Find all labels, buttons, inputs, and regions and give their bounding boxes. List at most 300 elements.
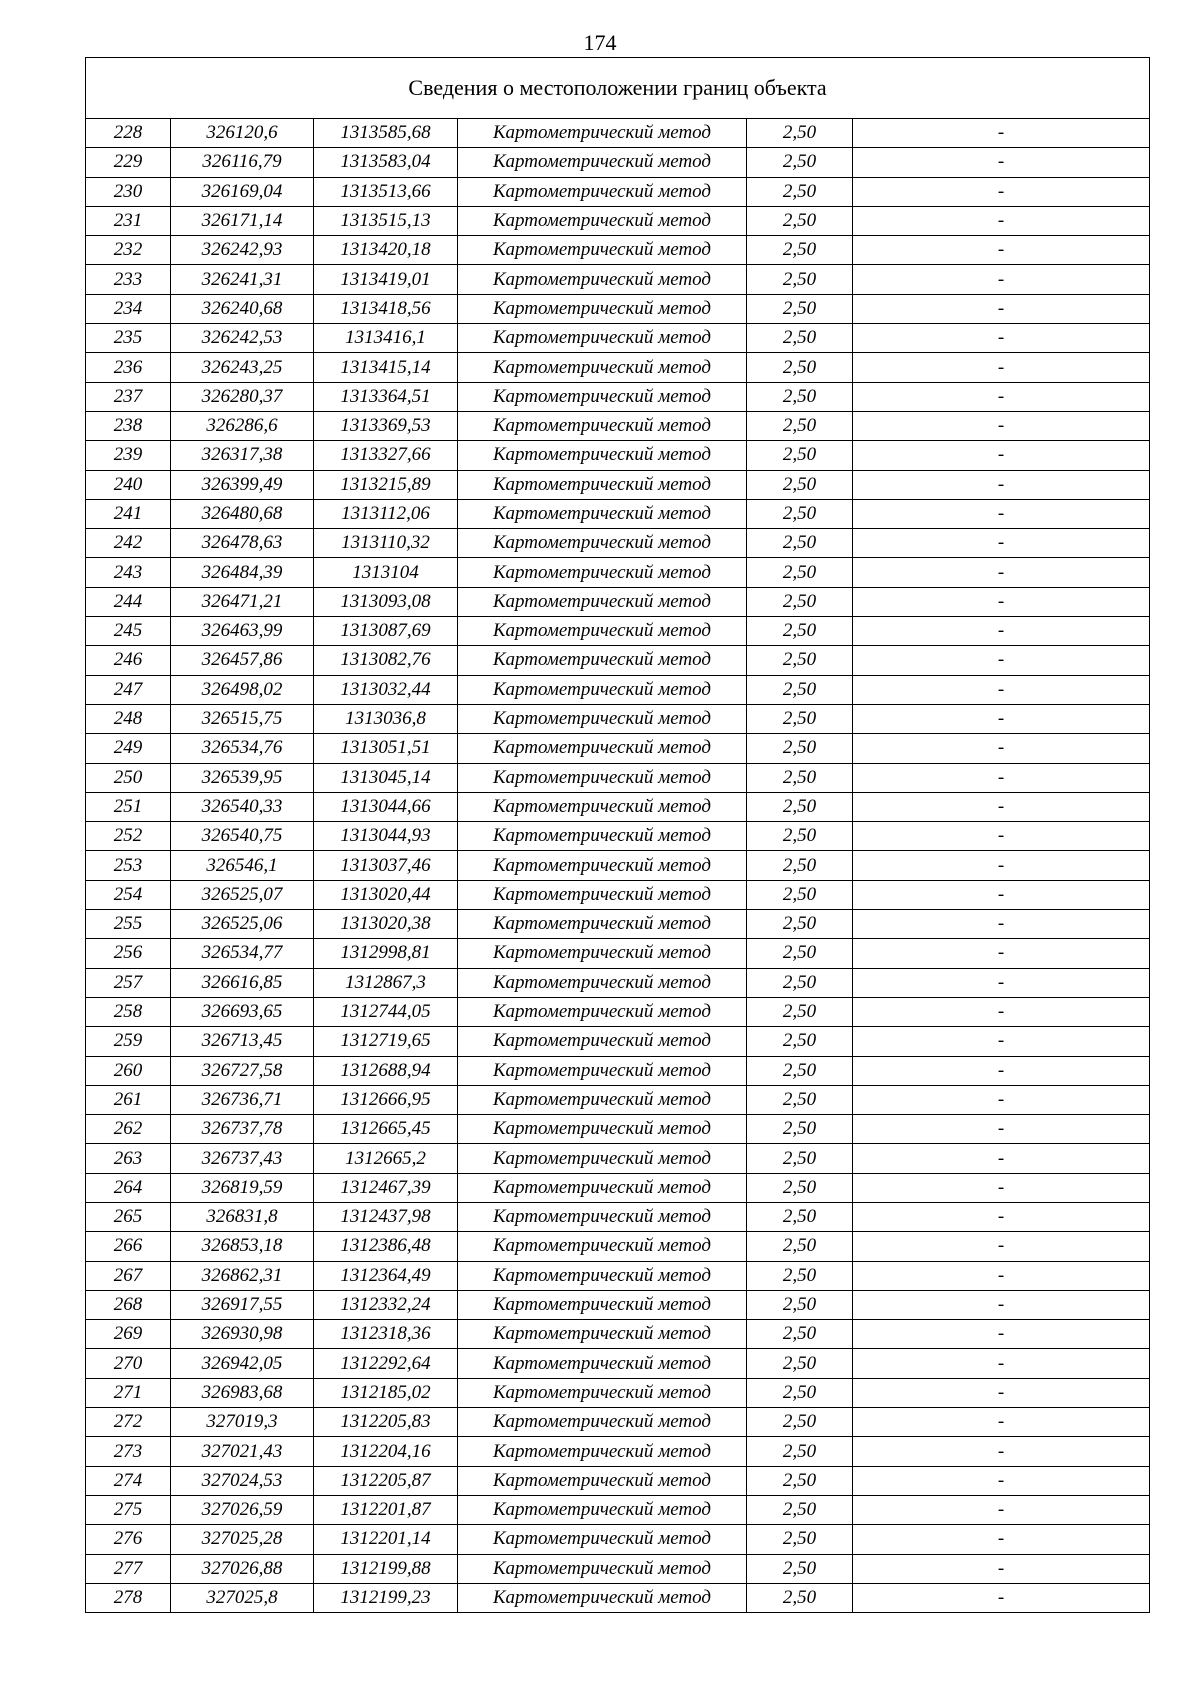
x-coordinate-cell: 326478,63 xyxy=(171,529,314,558)
description-cell: - xyxy=(853,236,1150,265)
x-coordinate-cell: 326534,77 xyxy=(171,939,314,968)
table-row xyxy=(86,1349,1150,1378)
point-number-cell: 260 xyxy=(86,1056,171,1085)
method-cell: Картометрический метод xyxy=(458,177,747,206)
description-cell: - xyxy=(853,822,1150,851)
x-coordinate-cell: 326457,86 xyxy=(171,646,314,675)
description-cell: - xyxy=(853,558,1150,587)
point-number-cell: 275 xyxy=(86,1495,171,1524)
point-number-cell: 262 xyxy=(86,1115,171,1144)
method-cell: Картометрический метод xyxy=(458,1408,747,1437)
table-row xyxy=(86,119,1150,148)
description-cell: - xyxy=(853,1144,1150,1173)
method-cell: Картометрический метод xyxy=(458,1554,747,1583)
method-cell: Картометрический метод xyxy=(458,1290,747,1319)
table-row xyxy=(86,1290,1150,1319)
accuracy-cell: 2,50 xyxy=(747,1115,853,1144)
description-cell: - xyxy=(853,587,1150,616)
table-row xyxy=(86,1320,1150,1349)
accuracy-cell: 2,50 xyxy=(747,910,853,939)
method-cell: Картометрический метод xyxy=(458,1115,747,1144)
point-number-cell: 232 xyxy=(86,236,171,265)
point-number-cell: 235 xyxy=(86,324,171,353)
description-cell: - xyxy=(853,1115,1150,1144)
x-coordinate-cell: 326853,18 xyxy=(171,1232,314,1261)
x-coordinate-cell: 327026,59 xyxy=(171,1495,314,1524)
x-coordinate-cell: 326819,59 xyxy=(171,1173,314,1202)
x-coordinate-cell: 327025,28 xyxy=(171,1525,314,1554)
method-cell: Картометрический метод xyxy=(458,880,747,909)
x-coordinate-cell: 327019,3 xyxy=(171,1408,314,1437)
description-cell: - xyxy=(853,1056,1150,1085)
accuracy-cell: 2,50 xyxy=(747,148,853,177)
accuracy-cell: 2,50 xyxy=(747,1525,853,1554)
accuracy-cell: 2,50 xyxy=(747,353,853,382)
accuracy-cell: 2,50 xyxy=(747,1144,853,1173)
table-row xyxy=(86,294,1150,323)
y-coordinate-cell: 1312998,81 xyxy=(314,939,458,968)
y-coordinate-cell: 1312332,24 xyxy=(314,1290,458,1319)
x-coordinate-cell: 326240,68 xyxy=(171,294,314,323)
y-coordinate-cell: 1313093,08 xyxy=(314,587,458,616)
description-cell: - xyxy=(853,704,1150,733)
method-cell: Картометрический метод xyxy=(458,1027,747,1056)
x-coordinate-cell: 326280,37 xyxy=(171,382,314,411)
x-coordinate-cell: 326737,78 xyxy=(171,1115,314,1144)
x-coordinate-cell: 326727,58 xyxy=(171,1056,314,1085)
table-row xyxy=(86,382,1150,411)
description-cell: - xyxy=(853,1583,1150,1612)
table-row xyxy=(86,1408,1150,1437)
method-cell: Картометрический метод xyxy=(458,529,747,558)
point-number-cell: 257 xyxy=(86,968,171,997)
x-coordinate-cell: 326525,06 xyxy=(171,910,314,939)
point-number-cell: 269 xyxy=(86,1320,171,1349)
accuracy-cell: 2,50 xyxy=(747,1378,853,1407)
description-cell: - xyxy=(853,675,1150,704)
point-number-cell: 259 xyxy=(86,1027,171,1056)
table-body xyxy=(86,58,1150,1613)
method-cell: Картометрический метод xyxy=(458,1378,747,1407)
y-coordinate-cell: 1313112,06 xyxy=(314,499,458,528)
x-coordinate-cell: 326498,02 xyxy=(171,675,314,704)
y-coordinate-cell: 1312744,05 xyxy=(314,997,458,1026)
accuracy-cell: 2,50 xyxy=(747,206,853,235)
table-row xyxy=(86,1466,1150,1495)
method-cell: Картометрический метод xyxy=(458,646,747,675)
table-row xyxy=(86,1261,1150,1290)
x-coordinate-cell: 326171,14 xyxy=(171,206,314,235)
y-coordinate-cell: 1312467,39 xyxy=(314,1173,458,1202)
accuracy-cell: 2,50 xyxy=(747,675,853,704)
method-cell: Картометрический метод xyxy=(458,206,747,235)
y-coordinate-cell: 1313585,68 xyxy=(314,119,458,148)
x-coordinate-cell: 326540,33 xyxy=(171,792,314,821)
accuracy-cell: 2,50 xyxy=(747,1583,853,1612)
method-cell: Картометрический метод xyxy=(458,997,747,1026)
description-cell: - xyxy=(853,177,1150,206)
point-number-cell: 236 xyxy=(86,353,171,382)
y-coordinate-cell: 1312201,14 xyxy=(314,1525,458,1554)
table-row xyxy=(86,1525,1150,1554)
x-coordinate-cell: 327026,88 xyxy=(171,1554,314,1583)
table-row xyxy=(86,910,1150,939)
accuracy-cell: 2,50 xyxy=(747,265,853,294)
accuracy-cell: 2,50 xyxy=(747,1495,853,1524)
y-coordinate-cell: 1313369,53 xyxy=(314,411,458,440)
method-cell: Картометрический метод xyxy=(458,558,747,587)
description-cell: - xyxy=(853,617,1150,646)
y-coordinate-cell: 1313515,13 xyxy=(314,206,458,235)
table-row xyxy=(86,1554,1150,1583)
method-cell: Картометрический метод xyxy=(458,822,747,851)
description-cell: - xyxy=(853,1554,1150,1583)
point-number-cell: 238 xyxy=(86,411,171,440)
x-coordinate-cell: 326616,85 xyxy=(171,968,314,997)
x-coordinate-cell: 326942,05 xyxy=(171,1349,314,1378)
table-row xyxy=(86,353,1150,382)
point-number-cell: 240 xyxy=(86,470,171,499)
y-coordinate-cell: 1312867,3 xyxy=(314,968,458,997)
point-number-cell: 253 xyxy=(86,851,171,880)
y-coordinate-cell: 1312205,87 xyxy=(314,1466,458,1495)
table-row xyxy=(86,1115,1150,1144)
table-title: Сведения о местоположении границ объекта xyxy=(86,58,1150,119)
point-number-cell: 237 xyxy=(86,382,171,411)
accuracy-cell: 2,50 xyxy=(747,1349,853,1378)
y-coordinate-cell: 1313419,01 xyxy=(314,265,458,294)
method-cell: Картометрический метод xyxy=(458,704,747,733)
accuracy-cell: 2,50 xyxy=(747,119,853,148)
x-coordinate-cell: 326399,49 xyxy=(171,470,314,499)
accuracy-cell: 2,50 xyxy=(747,294,853,323)
y-coordinate-cell: 1313036,8 xyxy=(314,704,458,733)
accuracy-cell: 2,50 xyxy=(747,822,853,851)
x-coordinate-cell: 326463,99 xyxy=(171,617,314,646)
description-cell: - xyxy=(853,1525,1150,1554)
accuracy-cell: 2,50 xyxy=(747,324,853,353)
point-number-cell: 256 xyxy=(86,939,171,968)
y-coordinate-cell: 1312688,94 xyxy=(314,1056,458,1085)
table-row xyxy=(86,1202,1150,1231)
point-number-cell: 268 xyxy=(86,1290,171,1319)
method-cell: Картометрический метод xyxy=(458,441,747,470)
method-cell: Картометрический метод xyxy=(458,792,747,821)
y-coordinate-cell: 1312386,48 xyxy=(314,1232,458,1261)
method-cell: Картометрический метод xyxy=(458,1173,747,1202)
method-cell: Картометрический метод xyxy=(458,968,747,997)
x-coordinate-cell: 326116,79 xyxy=(171,148,314,177)
accuracy-cell: 2,50 xyxy=(747,382,853,411)
page-number: 174 xyxy=(583,30,617,55)
table-row xyxy=(86,792,1150,821)
table-row xyxy=(86,177,1150,206)
y-coordinate-cell: 1312437,98 xyxy=(314,1202,458,1231)
point-number-cell: 265 xyxy=(86,1202,171,1231)
method-cell: Картометрический метод xyxy=(458,236,747,265)
table-row xyxy=(86,411,1150,440)
y-coordinate-cell: 1312199,88 xyxy=(314,1554,458,1583)
accuracy-cell: 2,50 xyxy=(747,792,853,821)
point-number-cell: 230 xyxy=(86,177,171,206)
description-cell: - xyxy=(853,1320,1150,1349)
description-cell: - xyxy=(853,324,1150,353)
y-coordinate-cell: 1313044,66 xyxy=(314,792,458,821)
point-number-cell: 264 xyxy=(86,1173,171,1202)
table-row xyxy=(86,1173,1150,1202)
description-cell: - xyxy=(853,353,1150,382)
method-cell: Картометрический метод xyxy=(458,1466,747,1495)
point-number-cell: 251 xyxy=(86,792,171,821)
point-number-cell: 231 xyxy=(86,206,171,235)
table-row xyxy=(86,1378,1150,1407)
x-coordinate-cell: 326243,25 xyxy=(171,353,314,382)
accuracy-cell: 2,50 xyxy=(747,529,853,558)
y-coordinate-cell: 1313364,51 xyxy=(314,382,458,411)
table-row xyxy=(86,1583,1150,1612)
description-cell: - xyxy=(853,939,1150,968)
y-coordinate-cell: 1313415,14 xyxy=(314,353,458,382)
x-coordinate-cell: 326286,6 xyxy=(171,411,314,440)
x-coordinate-cell: 327025,8 xyxy=(171,1583,314,1612)
method-cell: Картометрический метод xyxy=(458,675,747,704)
method-cell: Картометрический метод xyxy=(458,382,747,411)
description-cell: - xyxy=(853,1378,1150,1407)
x-coordinate-cell: 326736,71 xyxy=(171,1085,314,1114)
table-row xyxy=(86,968,1150,997)
x-coordinate-cell: 326169,04 xyxy=(171,177,314,206)
point-number-cell: 258 xyxy=(86,997,171,1026)
table-row xyxy=(86,617,1150,646)
x-coordinate-cell: 326120,6 xyxy=(171,119,314,148)
method-cell: Картометрический метод xyxy=(458,1320,747,1349)
point-number-cell: 234 xyxy=(86,294,171,323)
accuracy-cell: 2,50 xyxy=(747,880,853,909)
y-coordinate-cell: 1313215,89 xyxy=(314,470,458,499)
point-number-cell: 276 xyxy=(86,1525,171,1554)
y-coordinate-cell: 1312318,36 xyxy=(314,1320,458,1349)
x-coordinate-cell: 326484,39 xyxy=(171,558,314,587)
table-row xyxy=(86,265,1150,294)
description-cell: - xyxy=(853,646,1150,675)
method-cell: Картометрический метод xyxy=(458,851,747,880)
point-number-cell: 246 xyxy=(86,646,171,675)
method-cell: Картометрический метод xyxy=(458,734,747,763)
y-coordinate-cell: 1312204,16 xyxy=(314,1437,458,1466)
description-cell: - xyxy=(853,470,1150,499)
description-cell: - xyxy=(853,792,1150,821)
y-coordinate-cell: 1313020,38 xyxy=(314,910,458,939)
accuracy-cell: 2,50 xyxy=(747,997,853,1026)
method-cell: Картометрический метод xyxy=(458,1437,747,1466)
point-number-cell: 252 xyxy=(86,822,171,851)
x-coordinate-cell: 326546,1 xyxy=(171,851,314,880)
y-coordinate-cell: 1312719,65 xyxy=(314,1027,458,1056)
description-cell: - xyxy=(853,441,1150,470)
y-coordinate-cell: 1313082,76 xyxy=(314,646,458,675)
table-row xyxy=(86,470,1150,499)
y-coordinate-cell: 1313110,32 xyxy=(314,529,458,558)
method-cell: Картометрический метод xyxy=(458,411,747,440)
table-row xyxy=(86,236,1150,265)
y-coordinate-cell: 1313020,44 xyxy=(314,880,458,909)
method-cell: Картометрический метод xyxy=(458,763,747,792)
y-coordinate-cell: 1312666,95 xyxy=(314,1085,458,1114)
point-number-cell: 242 xyxy=(86,529,171,558)
point-number-cell: 263 xyxy=(86,1144,171,1173)
x-coordinate-cell: 327024,53 xyxy=(171,1466,314,1495)
table-row xyxy=(86,1056,1150,1085)
table-row xyxy=(86,997,1150,1026)
y-coordinate-cell: 1313045,14 xyxy=(314,763,458,792)
method-cell: Картометрический метод xyxy=(458,617,747,646)
x-coordinate-cell: 326831,8 xyxy=(171,1202,314,1231)
method-cell: Картометрический метод xyxy=(458,265,747,294)
table-row xyxy=(86,441,1150,470)
method-cell: Картометрический метод xyxy=(458,1144,747,1173)
method-cell: Картометрический метод xyxy=(458,470,747,499)
y-coordinate-cell: 1312665,2 xyxy=(314,1144,458,1173)
boundary-table xyxy=(85,57,1150,1613)
accuracy-cell: 2,50 xyxy=(747,1466,853,1495)
description-cell: - xyxy=(853,148,1150,177)
accuracy-cell: 2,50 xyxy=(747,470,853,499)
method-cell: Картометрический метод xyxy=(458,1202,747,1231)
accuracy-cell: 2,50 xyxy=(747,1437,853,1466)
point-number-cell: 247 xyxy=(86,675,171,704)
table-row xyxy=(86,499,1150,528)
point-number-cell: 228 xyxy=(86,119,171,148)
point-number-cell: 248 xyxy=(86,704,171,733)
accuracy-cell: 2,50 xyxy=(747,646,853,675)
y-coordinate-cell: 1312185,02 xyxy=(314,1378,458,1407)
description-cell: - xyxy=(853,1466,1150,1495)
method-cell: Картометрический метод xyxy=(458,499,747,528)
description-cell: - xyxy=(853,1261,1150,1290)
point-number-cell: 267 xyxy=(86,1261,171,1290)
method-cell: Картометрический метод xyxy=(458,910,747,939)
point-number-cell: 278 xyxy=(86,1583,171,1612)
accuracy-cell: 2,50 xyxy=(747,1056,853,1085)
table-row xyxy=(86,529,1150,558)
method-cell: Картометрический метод xyxy=(458,1056,747,1085)
accuracy-cell: 2,50 xyxy=(747,236,853,265)
point-number-cell: 273 xyxy=(86,1437,171,1466)
accuracy-cell: 2,50 xyxy=(747,558,853,587)
point-number-cell: 254 xyxy=(86,880,171,909)
method-cell: Картометрический метод xyxy=(458,1349,747,1378)
table-row xyxy=(86,880,1150,909)
y-coordinate-cell: 1313087,69 xyxy=(314,617,458,646)
description-cell: - xyxy=(853,499,1150,528)
table-row xyxy=(86,763,1150,792)
description-cell: - xyxy=(853,411,1150,440)
y-coordinate-cell: 1313513,66 xyxy=(314,177,458,206)
description-cell: - xyxy=(853,968,1150,997)
point-number-cell: 255 xyxy=(86,910,171,939)
table-row xyxy=(86,558,1150,587)
accuracy-cell: 2,50 xyxy=(747,763,853,792)
description-cell: - xyxy=(853,997,1150,1026)
point-number-cell: 249 xyxy=(86,734,171,763)
description-cell: - xyxy=(853,1173,1150,1202)
accuracy-cell: 2,50 xyxy=(747,411,853,440)
point-number-cell: 274 xyxy=(86,1466,171,1495)
y-coordinate-cell: 1313044,93 xyxy=(314,822,458,851)
table-row xyxy=(86,822,1150,851)
table-row xyxy=(86,939,1150,968)
point-number-cell: 271 xyxy=(86,1378,171,1407)
description-cell: - xyxy=(853,265,1150,294)
description-cell: - xyxy=(853,910,1150,939)
method-cell: Картометрический метод xyxy=(458,1232,747,1261)
description-cell: - xyxy=(853,1290,1150,1319)
description-cell: - xyxy=(853,851,1150,880)
accuracy-cell: 2,50 xyxy=(747,704,853,733)
y-coordinate-cell: 1312665,45 xyxy=(314,1115,458,1144)
description-cell: - xyxy=(853,294,1150,323)
table-row xyxy=(86,148,1150,177)
method-cell: Картометрический метод xyxy=(458,294,747,323)
description-cell: - xyxy=(853,1408,1150,1437)
y-coordinate-cell: 1312292,64 xyxy=(314,1349,458,1378)
table-row xyxy=(86,1437,1150,1466)
y-coordinate-cell: 1313420,18 xyxy=(314,236,458,265)
point-number-cell: 244 xyxy=(86,587,171,616)
accuracy-cell: 2,50 xyxy=(747,1027,853,1056)
description-cell: - xyxy=(853,1437,1150,1466)
x-coordinate-cell: 326480,68 xyxy=(171,499,314,528)
table-title-row xyxy=(86,58,1150,119)
x-coordinate-cell: 326317,38 xyxy=(171,441,314,470)
accuracy-cell: 2,50 xyxy=(747,587,853,616)
point-number-cell: 229 xyxy=(86,148,171,177)
y-coordinate-cell: 1313104 xyxy=(314,558,458,587)
accuracy-cell: 2,50 xyxy=(747,177,853,206)
accuracy-cell: 2,50 xyxy=(747,968,853,997)
x-coordinate-cell: 326713,45 xyxy=(171,1027,314,1056)
y-coordinate-cell: 1313583,04 xyxy=(314,148,458,177)
point-number-cell: 250 xyxy=(86,763,171,792)
x-coordinate-cell: 326540,75 xyxy=(171,822,314,851)
table-row xyxy=(86,734,1150,763)
description-cell: - xyxy=(853,529,1150,558)
method-cell: Картометрический метод xyxy=(458,1583,747,1612)
x-coordinate-cell: 326242,93 xyxy=(171,236,314,265)
description-cell: - xyxy=(853,1349,1150,1378)
description-cell: - xyxy=(853,1027,1150,1056)
x-coordinate-cell: 326862,31 xyxy=(171,1261,314,1290)
y-coordinate-cell: 1313327,66 xyxy=(314,441,458,470)
method-cell: Картометрический метод xyxy=(458,1085,747,1114)
table-row xyxy=(86,1085,1150,1114)
method-cell: Картометрический метод xyxy=(458,148,747,177)
point-number-cell: 233 xyxy=(86,265,171,294)
x-coordinate-cell: 326917,55 xyxy=(171,1290,314,1319)
accuracy-cell: 2,50 xyxy=(747,1320,853,1349)
x-coordinate-cell: 326539,95 xyxy=(171,763,314,792)
method-cell: Картометрический метод xyxy=(458,587,747,616)
x-coordinate-cell: 326471,21 xyxy=(171,587,314,616)
method-cell: Картометрический метод xyxy=(458,939,747,968)
accuracy-cell: 2,50 xyxy=(747,1554,853,1583)
point-number-cell: 272 xyxy=(86,1408,171,1437)
table-row xyxy=(86,1232,1150,1261)
method-cell: Картометрический метод xyxy=(458,1261,747,1290)
description-cell: - xyxy=(853,763,1150,792)
table-row xyxy=(86,851,1150,880)
x-coordinate-cell: 326930,98 xyxy=(171,1320,314,1349)
